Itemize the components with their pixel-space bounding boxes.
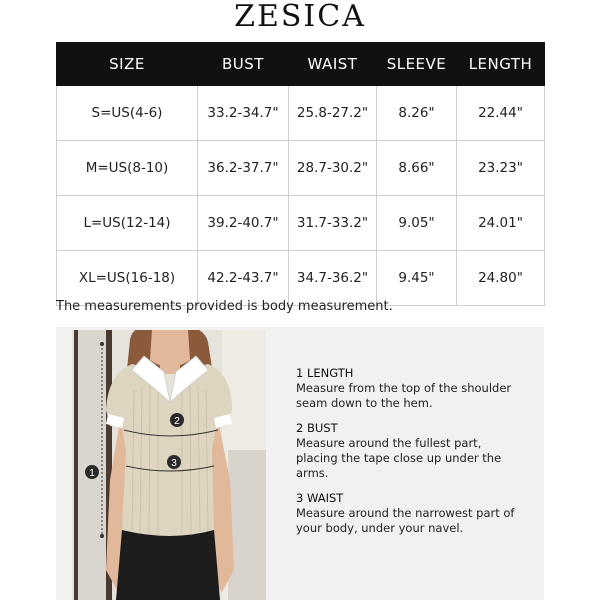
table-row: [57, 196, 545, 251]
table-row: [57, 141, 545, 196]
cell-waist: 34.7-36.2": [289, 251, 377, 306]
instruction-length: [296, 366, 526, 411]
instruction-bust-text: Measure around the fullest part, placing the tape close up under the arms.: [296, 436, 502, 480]
table-row: [57, 251, 545, 306]
cell-waist: 25.8-27.2": [289, 86, 377, 141]
table-header-row: [57, 43, 545, 86]
model-figure: [72, 330, 266, 600]
cell-waist: 28.7-30.2": [289, 141, 377, 196]
header-sleeve: SLEEVE: [377, 43, 457, 86]
cell-sleeve: 9.05": [377, 196, 457, 251]
instruction-waist-title: 3 WAIST: [296, 491, 344, 505]
marker-bust-label: 2: [174, 416, 180, 427]
marker-bust: [170, 413, 184, 427]
cell-sleeve: 8.66": [377, 141, 457, 196]
marker-waist-label: 3: [171, 458, 177, 469]
cell-bust: 33.2-34.7": [198, 86, 289, 141]
header-length: LENGTH: [457, 43, 545, 86]
instruction-waist-text: Measure around the narrowest part of your body, under your navel.: [296, 506, 515, 535]
cell-waist: 31.7-33.2": [289, 196, 377, 251]
instruction-bust-title: 2 BUST: [296, 421, 338, 435]
cell-bust: 36.2-37.7": [198, 141, 289, 196]
instruction-length-text: Measure from the top of the shoulder seam down to the hem.: [296, 381, 512, 410]
cell-sleeve: 8.26": [377, 86, 457, 141]
cell-length: 22.44": [457, 86, 545, 141]
model-illustration: [72, 330, 266, 600]
measurement-note: The measurements provided is body measurement.: [56, 299, 393, 314]
measurement-instructions: [296, 366, 526, 546]
header-size: SIZE: [57, 43, 198, 86]
cell-length: 24.80": [457, 251, 545, 306]
cell-size: S=US(4-6): [57, 86, 198, 141]
cell-length: 23.23": [457, 141, 545, 196]
instruction-length-title: 1 LENGTH: [296, 366, 354, 380]
cell-size: XL=US(16-18): [57, 251, 198, 306]
marker-length-label: 1: [89, 468, 95, 479]
marker-waist: [167, 455, 181, 469]
instruction-bust: [296, 421, 526, 481]
header-bust: BUST: [198, 43, 289, 86]
cell-bust: 42.2-43.7": [198, 251, 289, 306]
cell-size: L=US(12-14): [57, 196, 198, 251]
header-waist: WAIST: [289, 43, 377, 86]
instruction-waist: [296, 491, 526, 536]
cell-length: 24.01": [457, 196, 545, 251]
marker-length: [85, 465, 99, 479]
cell-size: M=US(8-10): [57, 141, 198, 196]
cell-bust: 39.2-40.7": [198, 196, 289, 251]
cell-sleeve: 9.45": [377, 251, 457, 306]
table-row: [57, 86, 545, 141]
brand-logo: ZESICA: [234, 0, 366, 34]
size-chart-table: [56, 42, 545, 306]
